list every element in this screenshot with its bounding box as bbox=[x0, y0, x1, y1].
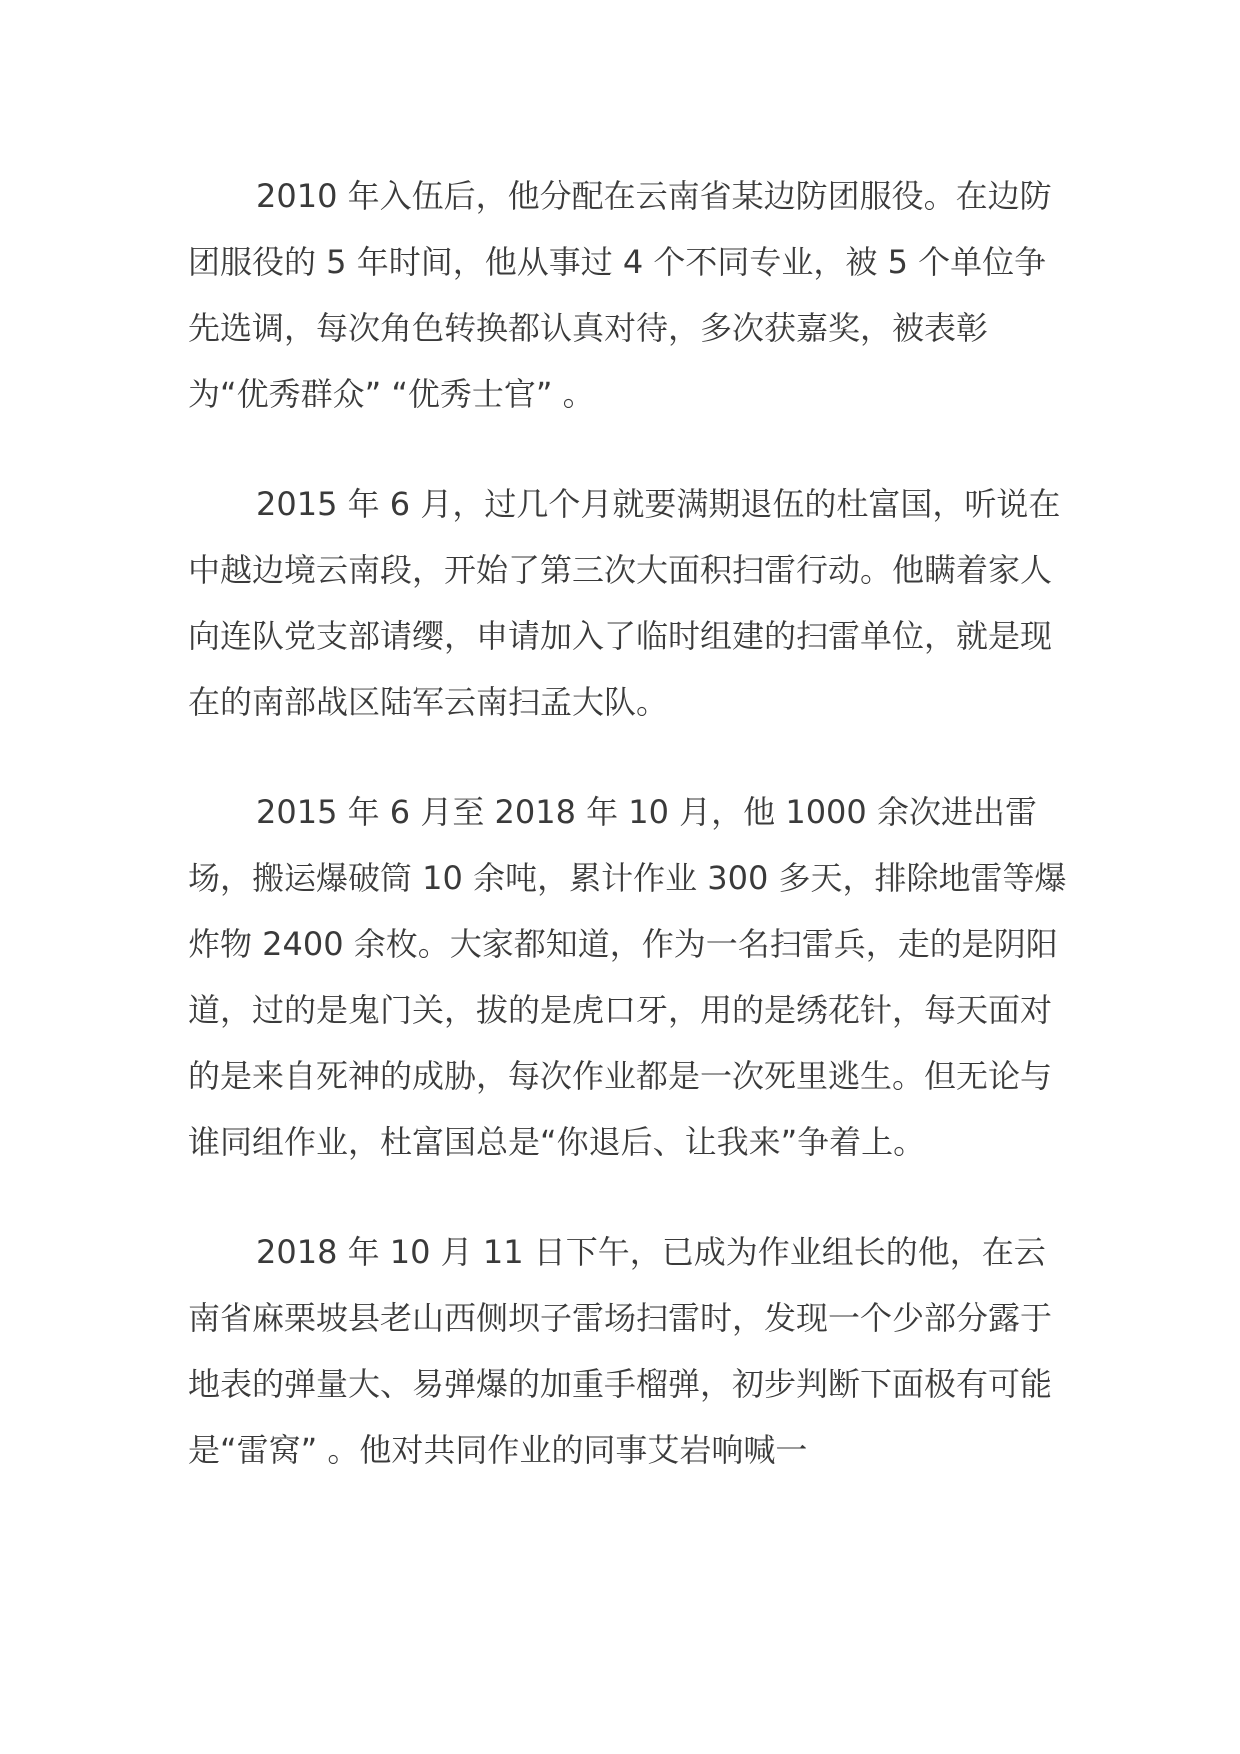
paragraph-volunteer-demining: 2015 年 6 月，过几个月就要满期退伍的杜富国，听说在中越边境云南段，开始了第三次大面积扫雷行动。他瞒着家人向连队党支部请缨，申请加入了临时组建的扫雷单位，就是现在的南部战区陆军云南扫孟大队。 bbox=[188, 485, 1061, 721]
paragraph-minefield-work: 2015 年 6 月至 2018 年 10 月，他 1000 余次进出雷场，搬运爆破筒 10 余吨，累计作业 300 多天，排除地雷等爆炸物 2400 余枚。大家都知道，作为一名扫雷兵，走的是阴阳道，过的是鬼门关，拔的是虎口牙，用的是绣花针，每天面对的是来自死神的成胁，每次作业都是一次死里逃生。但无论与谁同组作业，杜富国总是“你退后、让我来”争着上。 bbox=[188, 793, 1067, 1161]
paragraph-enlistment: 2010 年入伍后，他分配在云南省某边防团服役。在边防团服役的 5 年时间，他从事过 4 个不同专业，被 5 个单位争先选调，每次角色转换都认真对待，多次获嘉奖，被表彰为“优秀群众” “优秀士官” 。 bbox=[188, 177, 1052, 413]
paragraph-incident: 2018 年 10 月 11 日下午，已成为作业组长的他，在云南省麻栗坡县老山西侧坝子雷场扫雷时，发现一个少部分露于地表的弹量大、易弹爆的加重手榴弹，初步判断下面极有可能是“雷窝” 。他对共同作业的同事艾岩响喊一 bbox=[188, 1233, 1053, 1469]
article-body bbox=[188, 163, 1068, 1483]
